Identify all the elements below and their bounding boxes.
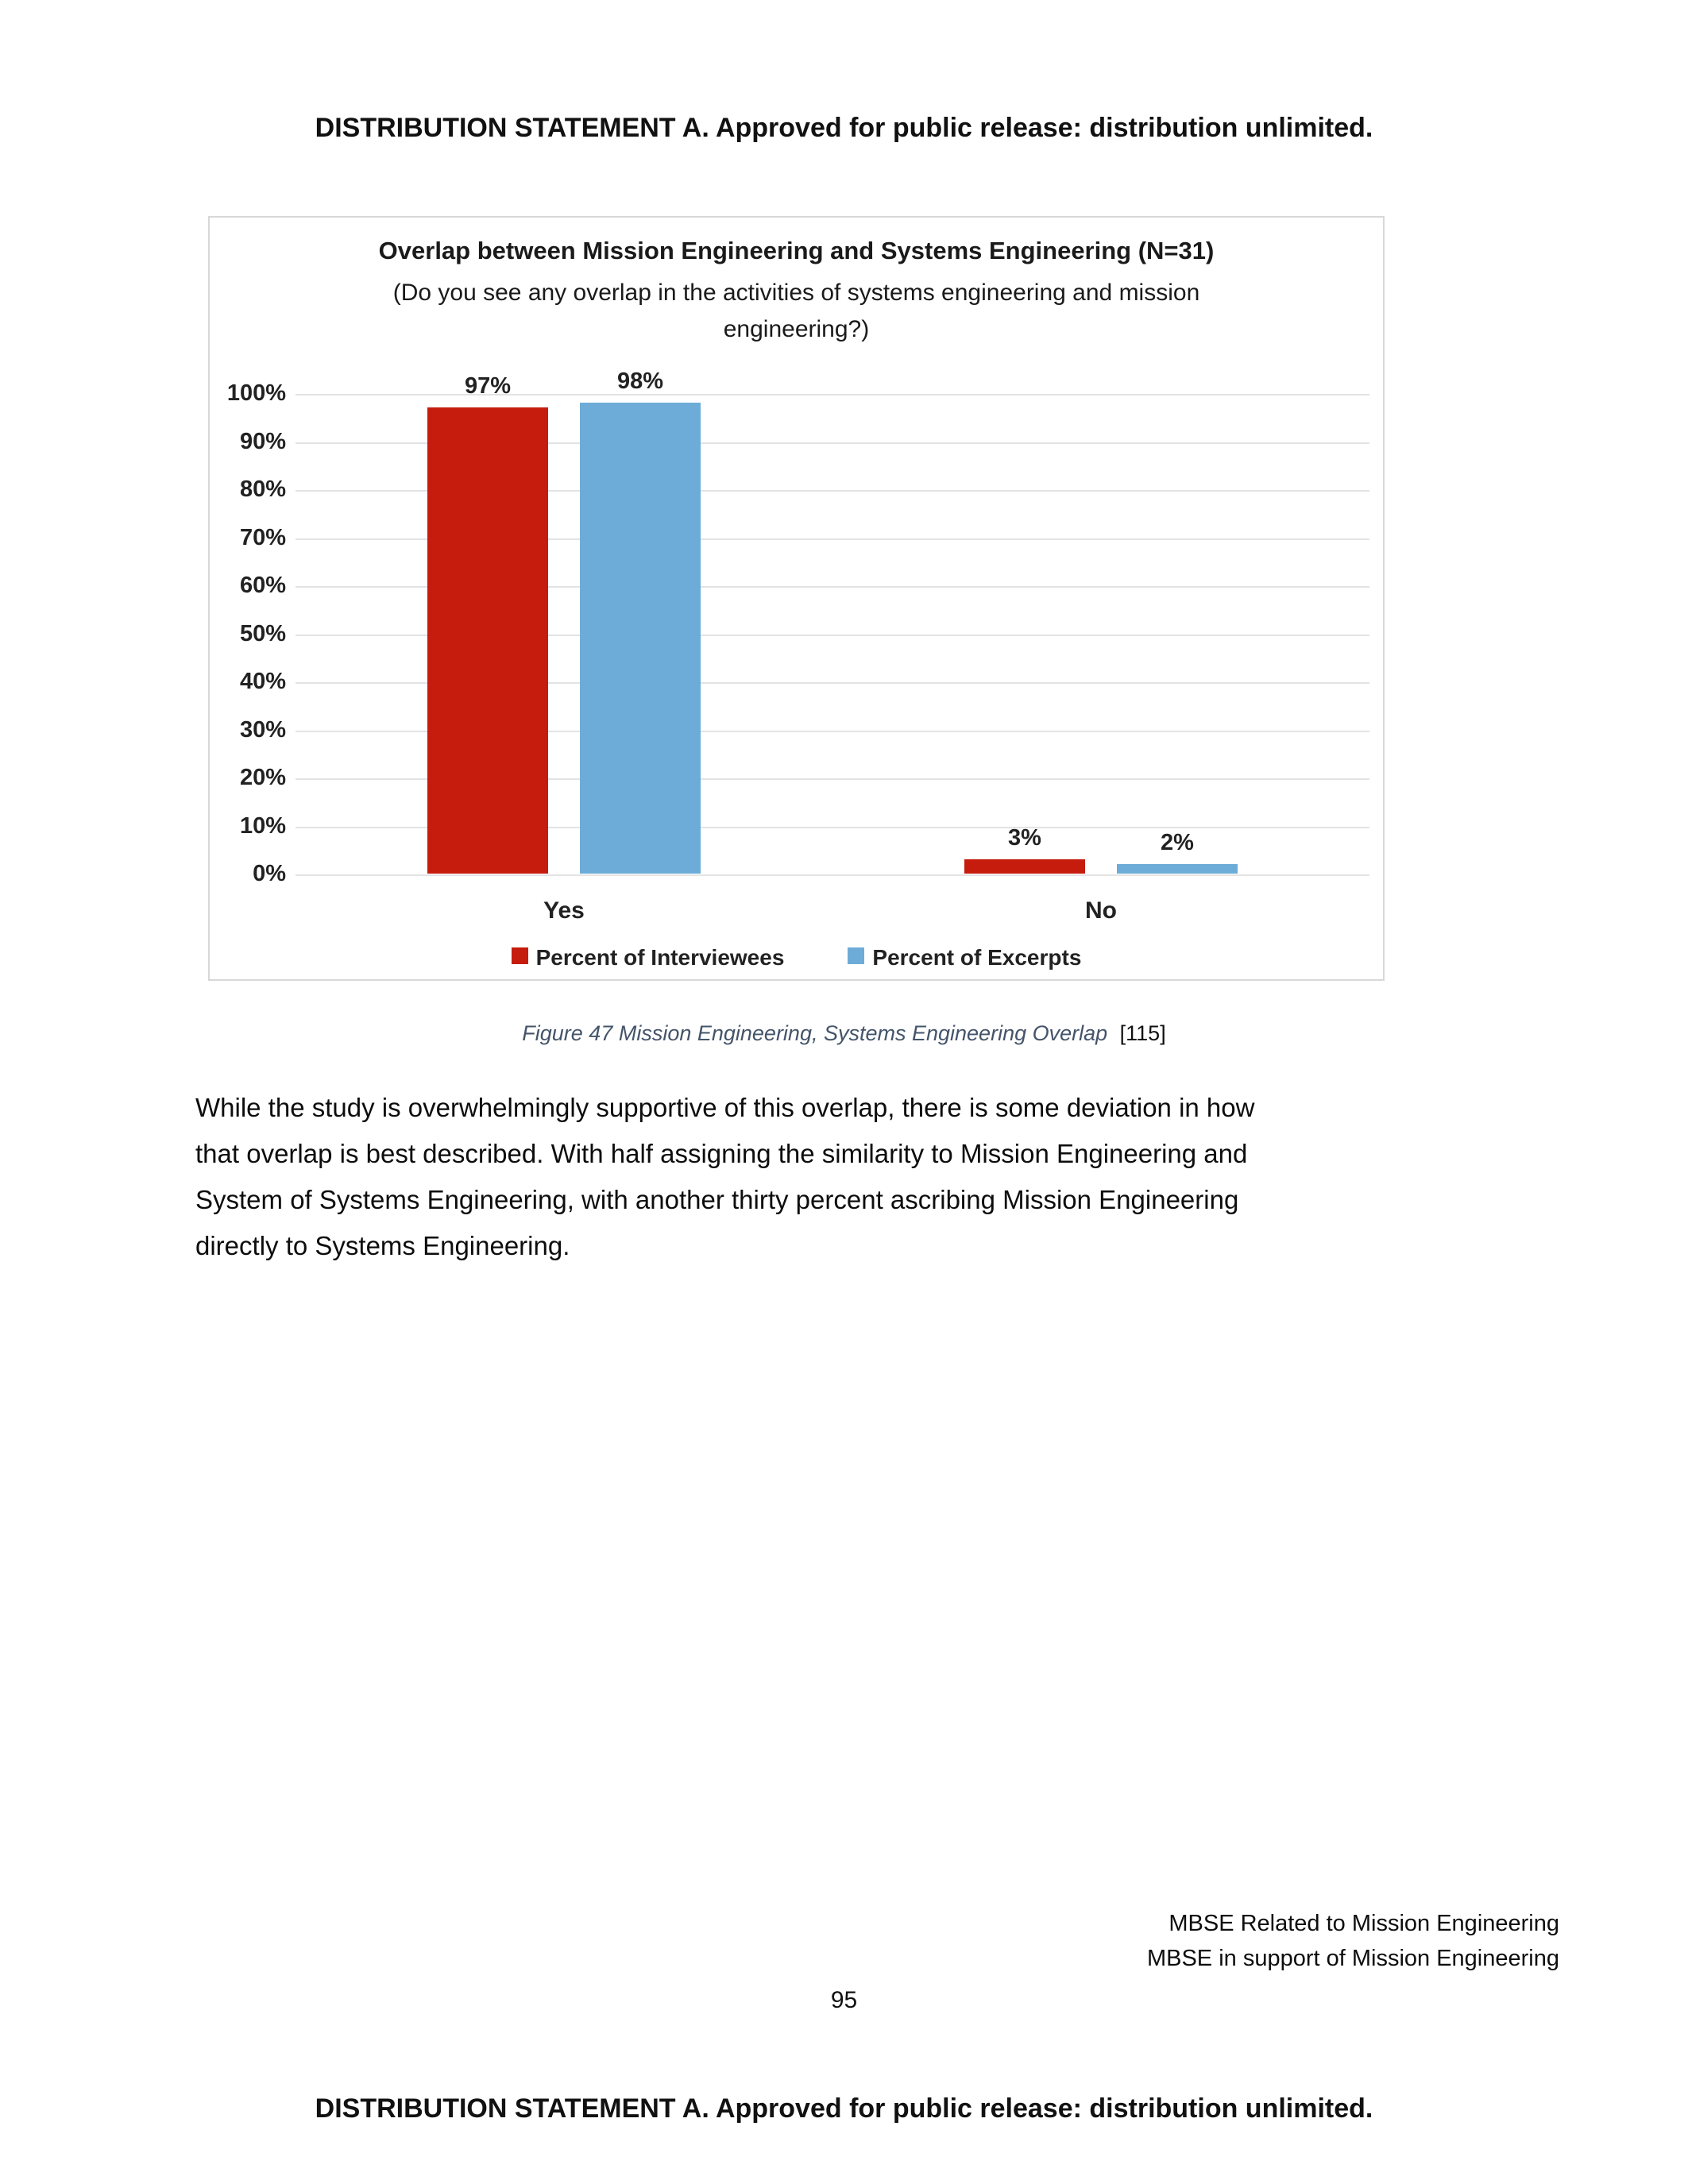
x-category-label: No bbox=[1085, 897, 1117, 924]
legend-label-excerpts: Percent of Excerpts bbox=[872, 945, 1082, 970]
distribution-statement-footer: DISTRIBUTION STATEMENT A. Approved for public release: distribution unlimited. bbox=[315, 2093, 1373, 2124]
figure-caption-text: Figure 47 Mission Engineering, Systems Engineering Overlap bbox=[522, 1021, 1108, 1045]
running-footer-line-1: MBSE Related to Mission Engineering bbox=[1168, 1911, 1559, 1936]
body-line: directly to Systems Engineering. bbox=[195, 1231, 570, 1260]
y-tick-label: 70% bbox=[239, 524, 286, 550]
y-tick-label: 10% bbox=[239, 812, 286, 839]
y-tick-label: 80% bbox=[239, 477, 286, 502]
distribution-statement-header: DISTRIBUTION STATEMENT A. Approved for public release: distribution unlimited. bbox=[315, 113, 1373, 143]
chart-subtitle bbox=[210, 275, 1383, 348]
legend-swatch-red-icon bbox=[512, 947, 528, 964]
body-paragraph bbox=[195, 1085, 1466, 1269]
y-tick-label: 30% bbox=[239, 716, 286, 743]
figure-caption bbox=[0, 1021, 1688, 1046]
x-category-label: Yes bbox=[543, 897, 585, 924]
legend-item-interviewees bbox=[512, 945, 785, 970]
chart-subtitle-line-2: engineering?) bbox=[723, 316, 870, 342]
plot-area bbox=[295, 369, 1369, 924]
y-tick-label: 60% bbox=[239, 573, 286, 598]
chart-legend bbox=[210, 945, 1383, 970]
gridline bbox=[295, 874, 1369, 876]
body-line: that overlap is best described. With half assigning the similarity to Mission Engineering and bbox=[195, 1139, 1248, 1168]
y-tick-label: 40% bbox=[239, 669, 286, 694]
bar-value-label: 2% bbox=[1161, 829, 1194, 855]
y-tick-label: 0% bbox=[253, 861, 286, 886]
y-tick-label: 90% bbox=[239, 428, 286, 454]
bar-no-excerpts bbox=[1117, 864, 1238, 874]
y-axis bbox=[219, 380, 286, 886]
bar-value-label: 3% bbox=[1008, 824, 1041, 851]
running-footer bbox=[1147, 1906, 1559, 1976]
running-footer-line-2: MBSE in support of Mission Engineering bbox=[1146, 1946, 1559, 1971]
legend-item-excerpts bbox=[848, 945, 1081, 970]
chart-figure bbox=[208, 216, 1385, 981]
bar-yes-interviewees bbox=[427, 407, 548, 874]
chart-subtitle-line-1: (Do you see any overlap in the activities of systems engineering and mission bbox=[392, 280, 1200, 306]
y-tick-label: 100% bbox=[226, 380, 286, 406]
bar-no-interviewees bbox=[964, 859, 1085, 874]
y-tick-label: 20% bbox=[239, 765, 286, 790]
y-tick-label: 50% bbox=[239, 620, 286, 646]
figure-caption-reference: [115] bbox=[1119, 1021, 1166, 1045]
bar-value-label: 98% bbox=[616, 369, 664, 395]
chart-title: Overlap between Mission Engineering and Systems Engineering (N=31) bbox=[378, 237, 1215, 264]
page-number: 95 bbox=[830, 1987, 858, 2013]
legend-swatch-blue-icon bbox=[848, 947, 864, 964]
bar-yes-excerpts bbox=[580, 403, 701, 874]
bar-value-label: 97% bbox=[464, 373, 512, 399]
legend-label-interviewees: Percent of Interviewees bbox=[535, 945, 785, 970]
body-line: System of Systems Engineering, with another thirty percent ascribing Mission Engineering bbox=[195, 1185, 1239, 1214]
body-line: While the study is overwhelmingly supportive of this overlap, there is some deviation in how bbox=[195, 1093, 1255, 1122]
